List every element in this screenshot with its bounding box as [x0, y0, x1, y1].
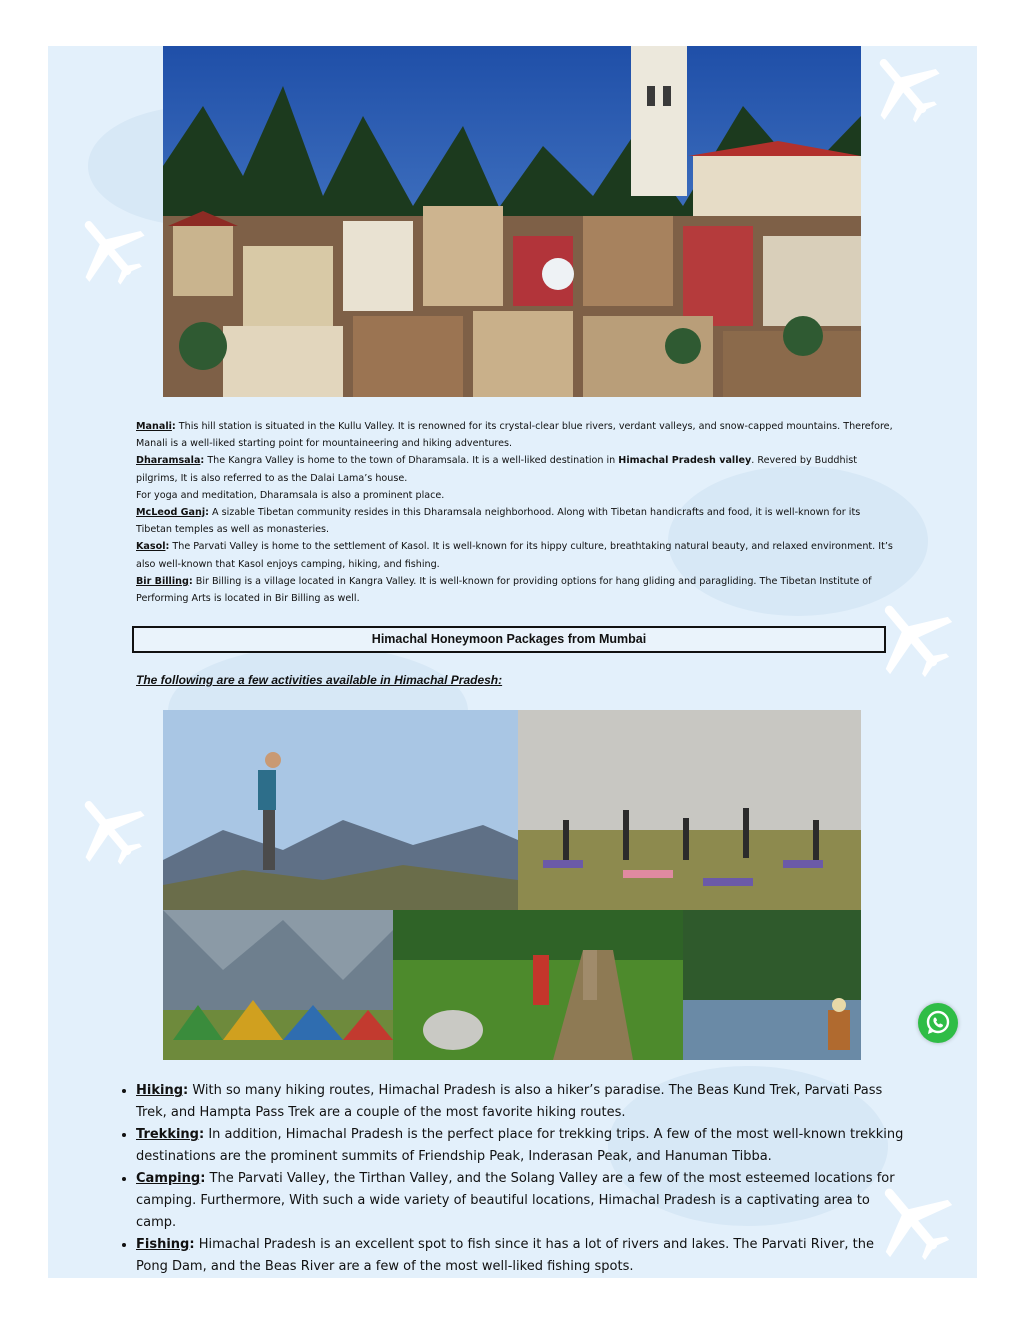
airplane-icon — [863, 46, 943, 126]
destination-extra-line: For yoga and meditation, Dharamsala is also a prominent place. — [136, 489, 445, 501]
airplane-icon — [68, 208, 148, 288]
activity-item: • Camping: The Parvati Valley, the Tirthan Valley, and the Solang Valley are a few of the most esteemed locations for camping. Furthermore, With such a wide variety of beautiful locations, Himachal Pradesh is a captivating area to camp. — [136, 1168, 906, 1234]
destination-text: . Revered by Buddhist pilgrims, It is also referred to as the Dalai Lama’s house. — [136, 455, 858, 484]
destination-name: Dharamsala — [136, 455, 201, 467]
destinations-list — [136, 418, 896, 607]
whatsapp-chat-button[interactable] — [918, 1003, 958, 1043]
destination-text: The Parvati Valley is home to the settlement of Kasol. It is well-known for its hippy culture, breathtaking natural beauty, and relaxed environment. It’s also well-known that Kasol enjoys camping, hiking, and fishing. — [136, 541, 893, 570]
shimla-town-photo — [163, 46, 861, 397]
activity-text: The Parvati Valley, the Tirthan Valley, and the Solang Valley are a few of the most esteemed locations for camping. Furthermore, With such a wide variety of beautiful locations, Himachal Pradesh is a captivating area to camp. — [136, 1171, 895, 1230]
activity-name: Camping — [136, 1171, 201, 1186]
activity-name: Trekking — [136, 1127, 199, 1142]
activity-text: Himachal Pradesh is an excellent spot to fish since it has a lot of rivers and lakes. The Parvati River, the Pong Dam, and the Beas River are a few of the most well-liked fishing spots. — [136, 1237, 875, 1274]
destination-bold-phrase: Himachal Pradesh valley — [618, 455, 752, 467]
activity-item: • Trekking: In addition, Himachal Pradesh is the perfect place for trekking trips. A few of the most well-known trekking destinations are the prominent summits of Friendship Peak, Inderasan Peak, and Hanuman Tibba. — [136, 1124, 906, 1168]
destination-item: Dharamsala: The Kangra Valley is home to the town of Dharamsala. It is a well-liked destination in Himachal Pradesh valley. Revered by Buddhist pilgrims, It is also referred to as the Dalai Lama’s house. — [136, 455, 858, 484]
destination-item: McLeod Ganj: A sizable Tibetan community resides in this Dharamsala neighborhood. Along with Tibetan handicrafts and food, it is well-known for its Tibetan temples as well as monasteries. — [136, 507, 861, 536]
packages-banner-link[interactable]: Himachal Honeymoon Packages from Mumbai — [132, 626, 886, 653]
destination-text: This hill station is situated in the Kullu Valley. It is renowned for its crystal-clear blue rivers, verdant valleys, and snow-capped mountains. Therefore, Manali is a well-liked starting point for mountaineering and hiking adventures. — [136, 421, 893, 450]
destination-item: Manali: This hill station is situated in the Kullu Valley. It is renowned for its crystal-clear blue rivers, verdant valleys, and snow-capped mountains. Therefore, Manali is a well-liked starting point for mountaineering and hiking adventures. — [136, 421, 893, 450]
destination-name: Bir Billing — [136, 575, 189, 587]
activity-text: With so many hiking routes, Himachal Pradesh is also a hiker’s paradise. The Beas Kund Trek, Parvati Pass Trek, and Hampta Pass Trek are a couple of the most favorite hiking routes. — [136, 1083, 883, 1120]
whatsapp-icon — [918, 1003, 958, 1043]
destination-item: Kasol: The Parvati Valley is home to the settlement of Kasol. It is well-known for its hippy culture, breathtaking natural beauty, and relaxed environment. It’s also well-known that Kasol enjoys camping, hiking, and fishing. — [136, 541, 893, 570]
destination-text: The Kangra Valley is home to the town of Dharamsala. It is a well-liked destination in — [204, 455, 619, 467]
destination-name: Kasol — [136, 541, 166, 553]
destination-name: McLeod Ganj — [136, 507, 206, 519]
activity-item: • Hiking: With so many hiking routes, Himachal Pradesh is also a hiker’s paradise. The Beas Kund Trek, Parvati Pass Trek, and Hampta Pass Trek are a couple of the most favorite hiking routes. — [136, 1080, 906, 1124]
destination-text: Bir Billing is a village located in Kangra Valley. It is well-known for providing options for hang gliding and paragliding. The Tibetan Institute of Performing Arts is located in Bir Billing as well. — [136, 575, 872, 605]
activities-list — [118, 1080, 906, 1278]
airplane-icon — [68, 788, 148, 868]
destination-name: Manali — [136, 421, 172, 432]
activities-heading: The following are a few activities available in Himachal Pradesh: — [136, 673, 503, 687]
activity-text: In addition, Himachal Pradesh is the perfect place for trekking trips. A few of the most well-known trekking destinations are the prominent summits of Friendship Peak, Inderasan Peak, and Hanuman Tibba. — [136, 1127, 904, 1164]
destination-item: Bir Billing: Bir Billing is a village located in Kangra Valley. It is well-known for providing options for hang gliding and paragliding. The Tibetan Institute of Performing Arts is located in Bir Billing as well. — [136, 575, 872, 605]
activity-name: Hiking — [136, 1083, 183, 1098]
activities-collage-photo — [163, 710, 861, 1060]
activity-name: Fishing — [136, 1237, 190, 1252]
destination-text: A sizable Tibetan community resides in this Dharamsala neighborhood. Along with Tibetan handicrafts and food, it is well-known for its Tibetan temples as well as monasteries. — [136, 507, 861, 536]
activity-item: • Fishing: Himachal Pradesh is an excellent spot to fish since it has a lot of rivers and lakes. The Parvati River, the Pong Dam, and the Beas River are a few of the most well-liked fishing spots. — [136, 1234, 906, 1278]
